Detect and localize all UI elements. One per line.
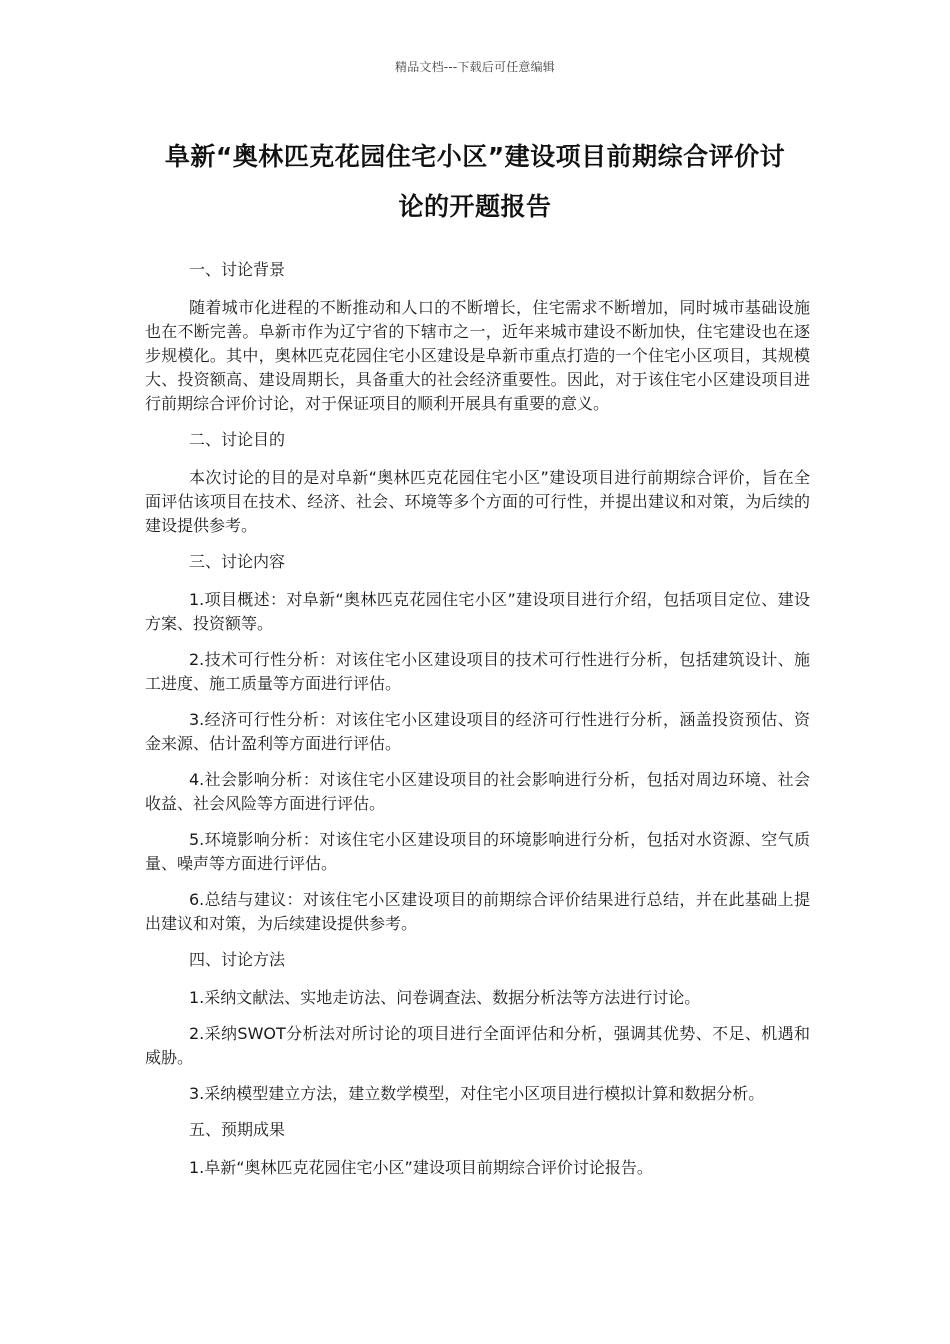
- section-heading: 一、讨论背景: [189, 260, 286, 279]
- document-title: [145, 132, 805, 232]
- list-item: 6.总结与建议：对该住宅小区建设项目的前期综合评价结果进行总结，并在此基础上提出建议和对策，为后续建设提供参考。: [145, 890, 810, 933]
- list-item: 3.经济可行性分析：对该住宅小区建设项目的经济可行性进行分析，涵盖投资预估、资金来源、估计盈利等方面进行评估。: [145, 710, 810, 753]
- paragraph: 本次讨论的目的是对阜新“奥林匹克花园住宅小区”建设项目进行前期综合评价，旨在全面评估该项目在技术、经济、社会、环境等多个方面的可行性，并提出建议和对策，为后续的建设提供参考。: [145, 468, 810, 535]
- list-item: 3.采纳模型建立方法，建立数学模型，对住宅小区项目进行模拟计算和数据分析。: [189, 1084, 765, 1103]
- section-heading: 四、讨论方法: [189, 950, 286, 969]
- section-methods: [145, 948, 810, 1106]
- list-item: 1.项目概述：对阜新“奥林匹克花园住宅小区”建设项目进行介绍，包括项目定位、建设方案、投资额等。: [145, 590, 810, 633]
- paragraph: 随着城市化进程的不断推动和人口的不断增长，住宅需求不断增加，同时城市基础设施也在不断完善。阜新市作为辽宁省的下辖市之一，近年来城市建设不断加快，住宅建设也在逐步规模化。其中，奥林匹克花园住宅小区建设是阜新市重点打造的一个住宅小区项目，其规模大、投资额高、建设周期长，具备重大的社会经济重要性。因此，对于该住宅小区建设项目进行前期综合评价讨论，对于保证项目的顺利开展具有重要的意义。: [145, 298, 810, 413]
- document-body: [145, 258, 810, 1192]
- title-line-1: 阜新“奥林匹克花园住宅小区”建设项目前期综合评价讨: [164, 142, 786, 171]
- section-expected-results: [145, 1118, 810, 1180]
- section-heading: 五、预期成果: [189, 1120, 286, 1139]
- list-item: 5.环境影响分析：对该住宅小区建设项目的环境影响进行分析，包括对水资源、空气质量、噪声等方面进行评估。: [145, 830, 810, 873]
- list-item: 2.采纳SWOT分析法对所讨论的项目进行全面评估和分析，强调其优势、不足、机遇和威胁。: [145, 1024, 810, 1067]
- section-background: [145, 258, 810, 416]
- section-heading: 二、讨论目的: [189, 430, 286, 449]
- list-item: 4.社会影响分析：对该住宅小区建设项目的社会影响进行分析，包括对周边环境、社会收益、社会风险等方面进行评估。: [145, 770, 810, 813]
- header-watermark: 精品文档---下载后可任意编辑: [395, 60, 555, 74]
- list-item: 1.阜新“奥林匹克花园住宅小区”建设项目前期综合评价讨论报告。: [189, 1158, 653, 1177]
- list-item: 2.技术可行性分析：对该住宅小区建设项目的技术可行性进行分析，包括建筑设计、施工进度、施工质量等方面进行评估。: [145, 650, 810, 693]
- section-heading: 三、讨论内容: [189, 552, 286, 571]
- list-item: 1.采纳文献法、实地走访法、问卷调查法、数据分析法等方法进行讨论。: [189, 988, 701, 1007]
- section-content: [145, 550, 810, 936]
- section-purpose: [145, 428, 810, 538]
- title-line-2: 论的开题报告: [398, 192, 552, 221]
